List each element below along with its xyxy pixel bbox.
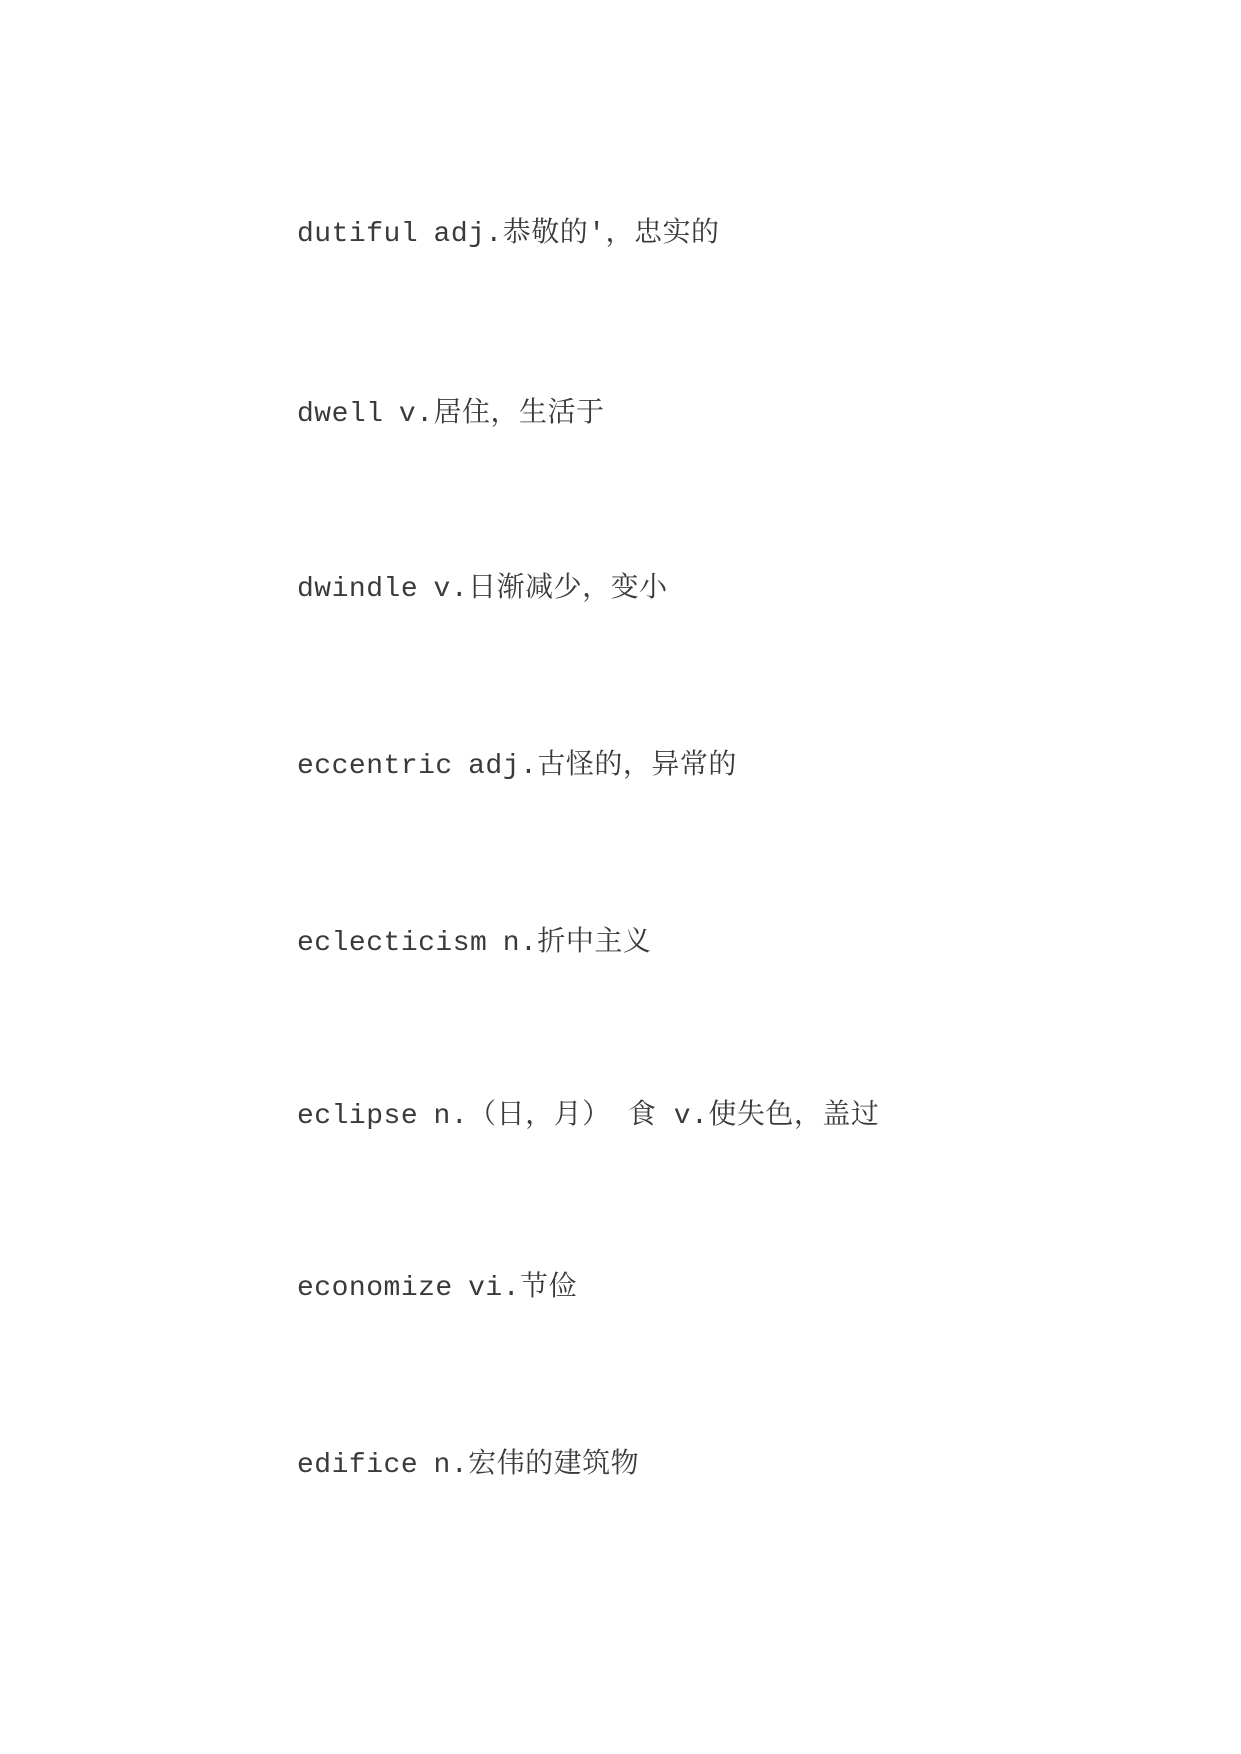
- entry-word: economize: [297, 1273, 453, 1304]
- word-entry: [297, 395, 605, 435]
- entry-definition: v.日渐减少，变小: [433, 574, 668, 605]
- entry-definition: vi.节俭: [468, 1273, 578, 1304]
- entry-definition: n.折中主义: [502, 928, 652, 959]
- word-entry: [297, 570, 668, 610]
- entry-definition: adj.古怪的，异常的: [468, 751, 737, 782]
- entry-word: eclipse: [297, 1101, 419, 1132]
- entry-definition: n.宏伟的建筑物: [433, 1450, 640, 1481]
- word-entry: [297, 1097, 879, 1137]
- word-entry: [297, 215, 720, 255]
- entry-word: dwindle: [297, 574, 419, 605]
- entry-definition: v.居住，生活于: [398, 399, 605, 430]
- entry-word: dwell: [297, 399, 384, 430]
- word-entry: [297, 924, 651, 964]
- entry-word: dutiful: [297, 219, 419, 250]
- entry-definition: adj.恭敬的'，忠实的: [433, 219, 720, 250]
- word-entry: [297, 1446, 639, 1486]
- entry-word: eclecticism: [297, 928, 488, 959]
- entry-definition: n.（日，月） 食 v.使失色，盖过: [433, 1101, 880, 1132]
- entry-word: eccentric: [297, 751, 453, 782]
- word-entry: [297, 747, 737, 787]
- word-entry: [297, 1269, 577, 1309]
- entry-word: edifice: [297, 1450, 419, 1481]
